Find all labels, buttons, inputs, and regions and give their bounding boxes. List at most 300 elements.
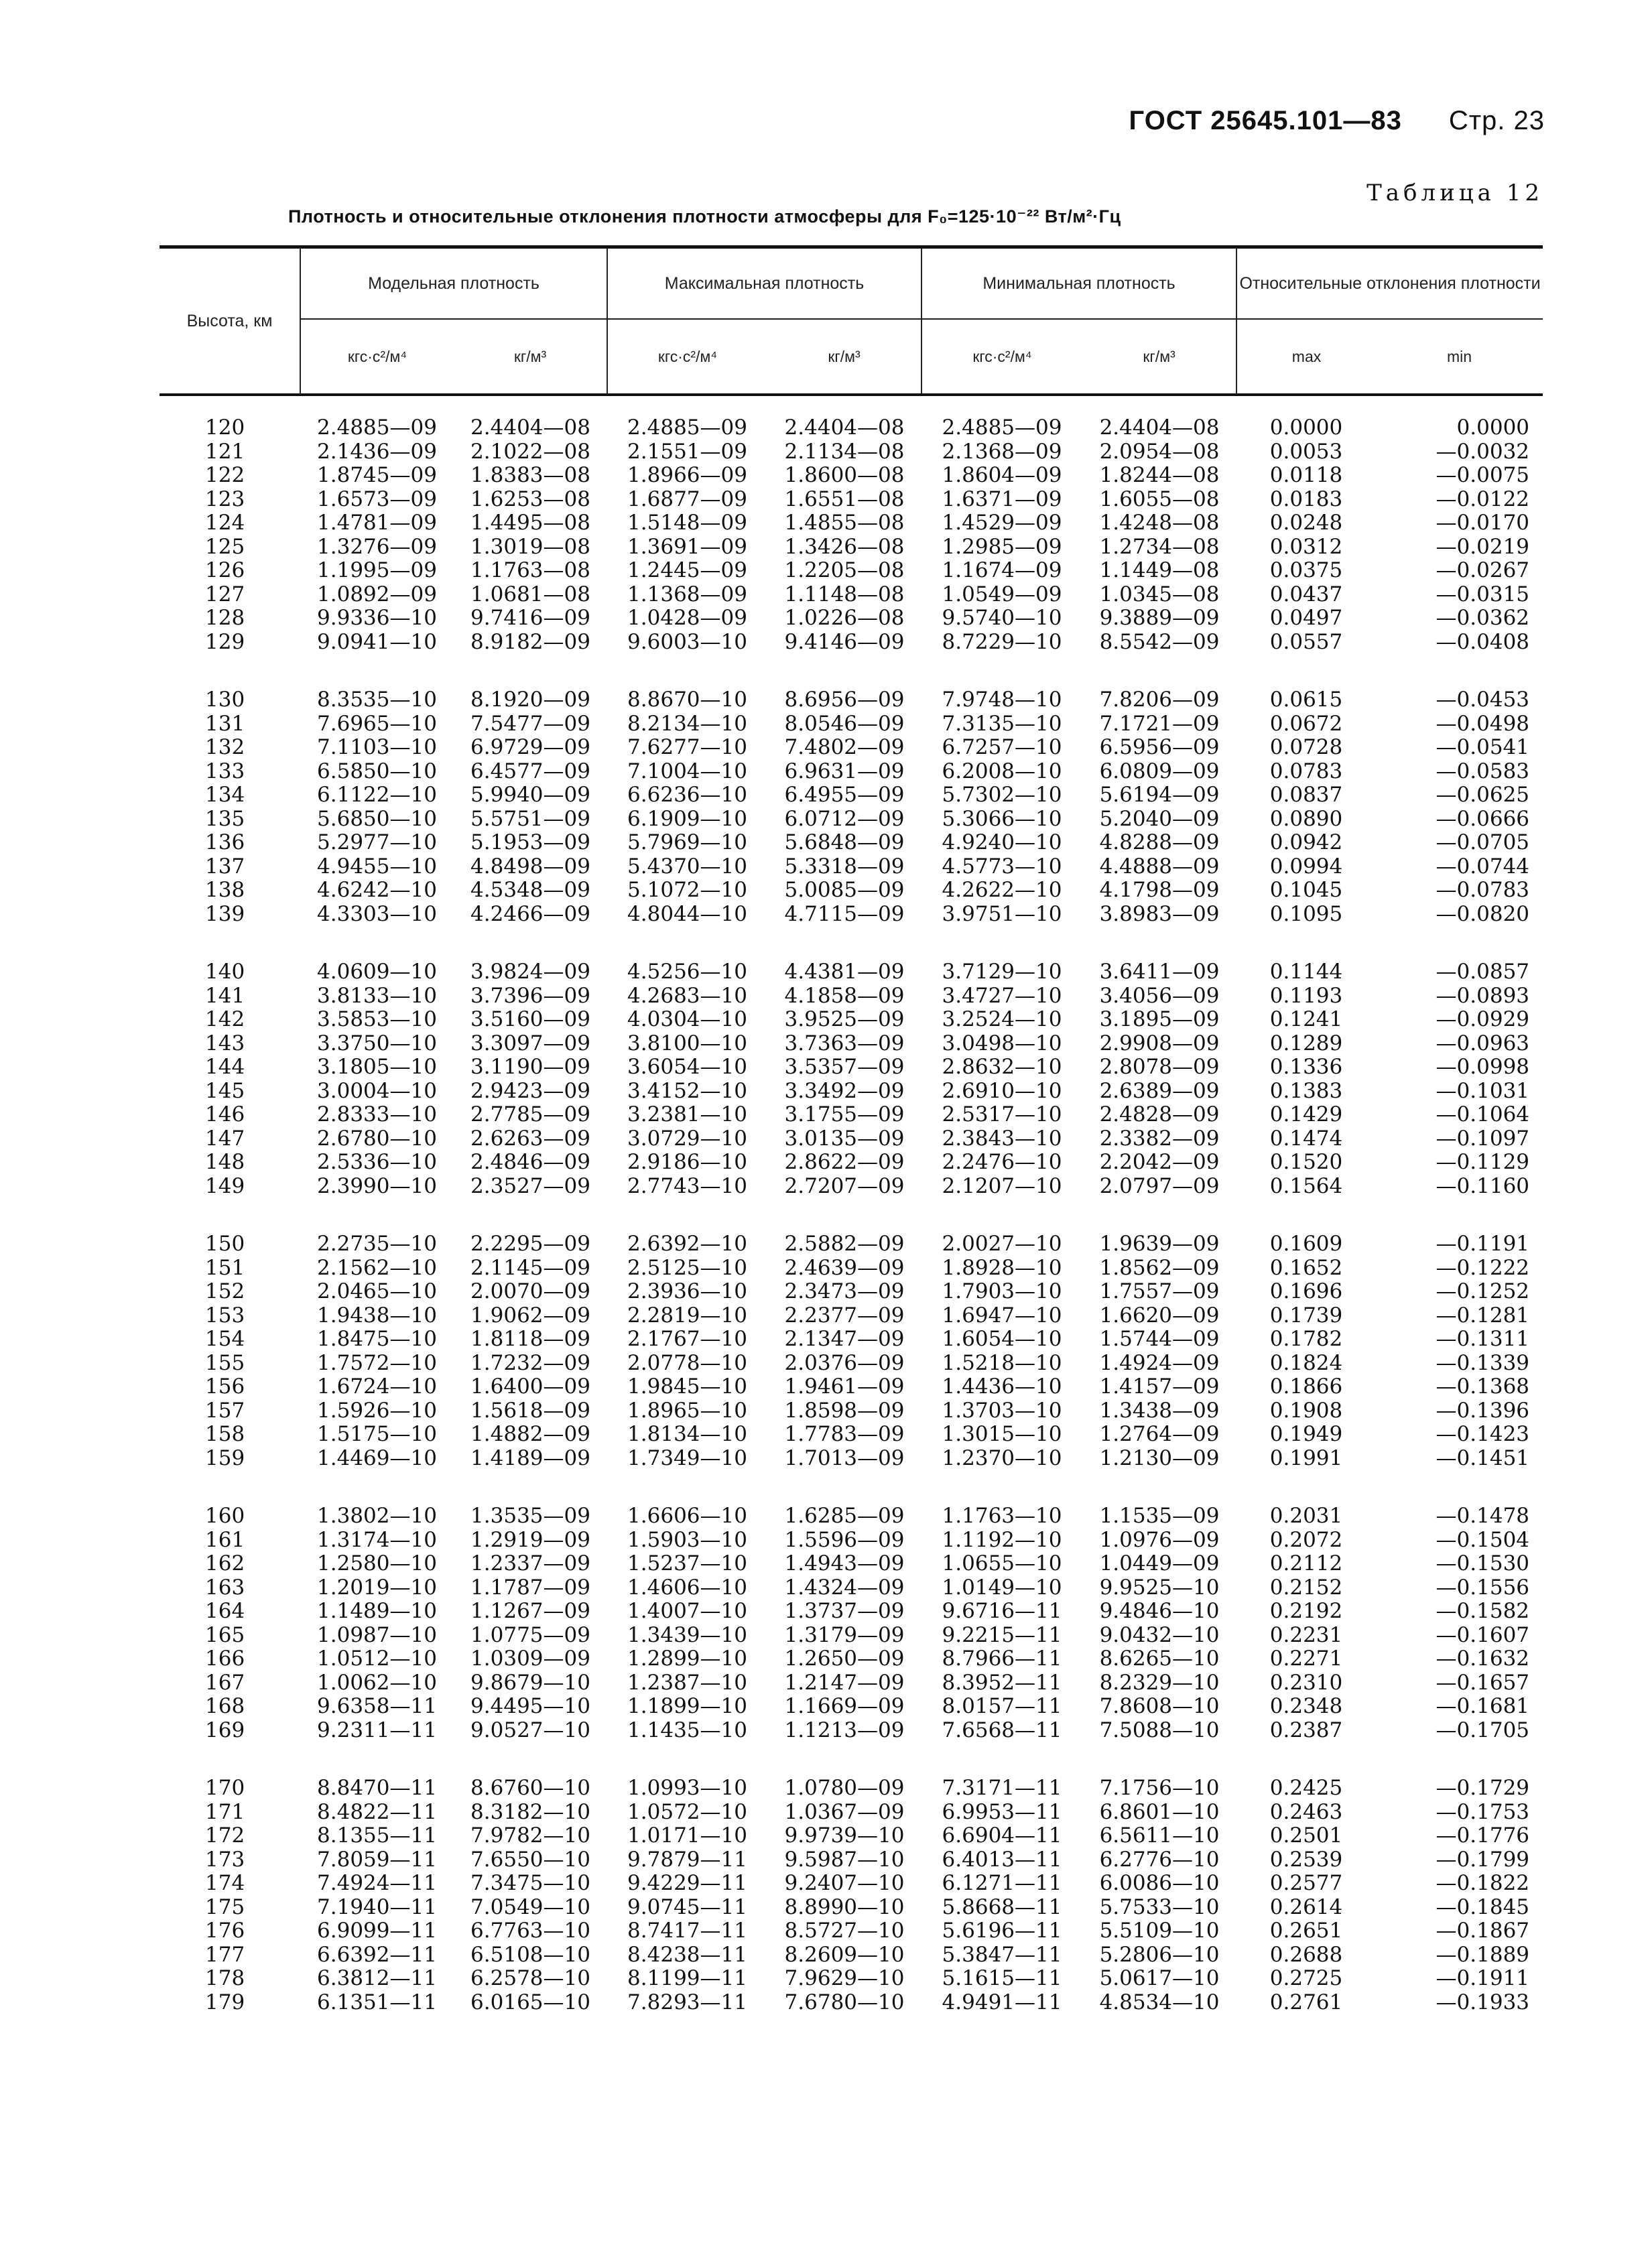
- min-kg-cell: 3.6411—09: [1099, 960, 1220, 984]
- model-kgs-cell: 6.1351—11: [317, 1990, 437, 2014]
- max-kgs-cell: 3.6054—10: [627, 1055, 747, 1079]
- model-kg-cell: 4.8498—09: [470, 854, 590, 879]
- min-kg-cell: 3.4056—09: [1099, 983, 1220, 1008]
- model-kgs-cell: 3.3750—10: [317, 1031, 437, 1055]
- max-kgs-cell: 8.8670—10: [627, 688, 747, 712]
- max-kgs-cell: 2.2819—10: [627, 1303, 747, 1328]
- dev-max-cell: 0.2614: [1269, 1894, 1343, 1919]
- dev-max-cell: 0.1383: [1269, 1078, 1343, 1103]
- min-kg-cell: 1.6055—08: [1099, 487, 1220, 511]
- min-kg-cell: 1.9639—09: [1099, 1232, 1220, 1256]
- model-kg-cell: 2.1022—08: [470, 439, 590, 464]
- height-cell: 164: [205, 1599, 245, 1623]
- min-kg-cell: 4.4888—09: [1099, 854, 1220, 879]
- dev-min-cell: —0.1160: [1436, 1173, 1530, 1198]
- model-kg-cell: 1.6400—09: [470, 1374, 590, 1399]
- max-kg-cell: 1.1148—08: [784, 582, 905, 606]
- min-kg-cell: 7.1721—09: [1099, 711, 1220, 736]
- height-cell: 178: [205, 1966, 245, 1990]
- height-cell: 171: [205, 1799, 245, 1824]
- model-kg-cell: 8.9182—09: [470, 629, 590, 654]
- height-cell: 137: [205, 854, 245, 879]
- dev-min-cell: —0.1822: [1436, 1871, 1530, 1895]
- dev-max-cell: 0.2231: [1269, 1622, 1343, 1647]
- model-kgs-cell: 4.6242—10: [317, 878, 437, 902]
- model-kg-cell: 1.8383—08: [470, 463, 590, 487]
- group-spacer: [160, 395, 1543, 416]
- max-kg-cell: 2.3473—09: [784, 1279, 905, 1303]
- dev-max-cell: 0.2539: [1269, 1847, 1343, 1872]
- max-kgs-cell: 1.0171—10: [627, 1823, 747, 1848]
- min-kgs-cell: 2.8632—10: [942, 1055, 1062, 1079]
- max-kg-cell: 2.7207—09: [784, 1173, 905, 1198]
- dev-min-cell: —0.1933: [1436, 1990, 1530, 2014]
- model-kg-cell: 6.5108—10: [470, 1942, 590, 1967]
- table-row: [160, 1824, 1543, 1848]
- model-kgs-cell: 2.6780—10: [317, 1126, 437, 1151]
- model-kg-cell: 1.0309—09: [470, 1647, 590, 1671]
- min-kg-cell: 1.2130—09: [1099, 1445, 1220, 1470]
- max-kg-cell: 1.8598—09: [784, 1398, 905, 1423]
- model-kgs-cell: 8.3535—10: [317, 688, 437, 712]
- model-kg-cell: 1.8118—09: [470, 1327, 590, 1351]
- dev-min-cell: —0.1031: [1436, 1078, 1530, 1103]
- max-kgs-cell: 3.0729—10: [627, 1126, 747, 1151]
- dev-max-cell: 0.1908: [1269, 1398, 1343, 1423]
- model-kgs-cell: 1.4781—09: [317, 511, 437, 535]
- min-kg-cell: 1.2734—08: [1099, 534, 1220, 559]
- min-kgs-cell: 2.0027—10: [942, 1232, 1062, 1256]
- dev-min-cell: —0.1423: [1436, 1422, 1530, 1446]
- model-kg-cell: 3.3097—09: [470, 1031, 590, 1055]
- dev-min-cell: —0.1368: [1436, 1374, 1530, 1399]
- model-kg-cell: 9.7416—09: [470, 606, 590, 630]
- table-row: [160, 688, 1543, 712]
- table-row: [160, 712, 1543, 736]
- model-kg-cell: 7.0549—10: [470, 1894, 590, 1919]
- model-kgs-cell: 8.8470—11: [317, 1776, 437, 1800]
- height-cell: 159: [205, 1445, 245, 1470]
- table-row: [160, 1919, 1543, 1943]
- table-row: [160, 631, 1543, 655]
- min-kgs-cell: 1.1763—10: [942, 1504, 1062, 1528]
- table-row: [160, 1600, 1543, 1624]
- model-kg-cell: 8.1920—09: [470, 688, 590, 712]
- model-kg-cell: 1.7232—09: [470, 1350, 590, 1375]
- model-kgs-cell: 2.1562—10: [317, 1255, 437, 1280]
- table-row: [160, 831, 1543, 855]
- table-row: [160, 1695, 1543, 1719]
- max-kg-cell: 3.7363—09: [784, 1031, 905, 1055]
- dev-max-cell: 0.1045: [1269, 878, 1343, 902]
- max-kgs-cell: 2.9186—10: [627, 1150, 747, 1174]
- dev-min-cell: —0.0453: [1436, 688, 1530, 712]
- model-kg-cell: 1.1267—09: [470, 1599, 590, 1623]
- height-cell: 151: [205, 1255, 245, 1280]
- dev-min-cell: —0.0498: [1436, 711, 1530, 736]
- dev-min-cell: —0.0315: [1436, 582, 1530, 606]
- dev-min-cell: —0.0744: [1436, 854, 1530, 879]
- table-row: [160, 736, 1543, 760]
- height-cell: 177: [205, 1942, 245, 1967]
- min-kgs-cell: 1.2985—09: [942, 534, 1062, 559]
- model-kg-cell: 1.2337—09: [470, 1551, 590, 1575]
- model-kgs-cell: 1.3174—10: [317, 1527, 437, 1552]
- min-kgs-cell: 1.8928—10: [942, 1255, 1062, 1280]
- max-kg-cell: 2.5882—09: [784, 1232, 905, 1256]
- max-kg-cell: 1.2147—09: [784, 1670, 905, 1695]
- max-kgs-cell: 9.7879—11: [627, 1847, 747, 1872]
- max-density-header: Максимальная плотность: [607, 247, 922, 320]
- max-kgs-cell: 9.4229—11: [627, 1871, 747, 1895]
- table-row: [160, 1055, 1543, 1080]
- max-kg-cell: 1.1213—09: [784, 1718, 905, 1742]
- table-row: [160, 1447, 1543, 1471]
- min-kgs-cell: 5.3847—11: [942, 1942, 1062, 1967]
- height-cell: 179: [205, 1990, 245, 2014]
- model-kg-cell: 2.2295—09: [470, 1232, 590, 1256]
- dev-min-cell: —0.1607: [1436, 1622, 1530, 1647]
- max-kgs-cell: 4.0304—10: [627, 1007, 747, 1031]
- dev-max-cell: 0.2112: [1269, 1551, 1343, 1575]
- max-kgs-cell: 1.1899—10: [627, 1694, 747, 1718]
- min-kg-cell: 4.1798—09: [1099, 878, 1220, 902]
- height-cell: 175: [205, 1894, 245, 1919]
- dev-max-cell: 0.0183: [1269, 487, 1343, 511]
- min-kg-cell: 7.5088—10: [1099, 1718, 1220, 1742]
- max-kgs-cell: 1.5237—10: [627, 1551, 747, 1575]
- height-cell: 142: [205, 1007, 245, 1031]
- min-kgs-cell: 1.1192—10: [942, 1527, 1062, 1552]
- min-kg-cell: 2.4828—09: [1099, 1102, 1220, 1126]
- min-kgs-cell: 7.6568—11: [942, 1718, 1062, 1742]
- dev-max-cell: 0.2152: [1269, 1575, 1343, 1600]
- table-row: [160, 1719, 1543, 1743]
- height-cell: 139: [205, 901, 245, 926]
- unit-header: кгс·с²/м⁴: [607, 319, 767, 395]
- max-kg-cell: 3.9525—09: [784, 1007, 905, 1031]
- table-row: [160, 960, 1543, 984]
- max-kgs-cell: 1.2387—10: [627, 1670, 747, 1695]
- model-kgs-cell: 4.3303—10: [317, 901, 437, 926]
- height-cell: 128: [205, 606, 245, 630]
- model-kg-cell: 6.4577—09: [470, 759, 590, 783]
- height-cell: 121: [205, 439, 245, 464]
- model-kgs-cell: 9.9336—10: [317, 606, 437, 630]
- model-kgs-cell: 2.4885—09: [317, 415, 437, 440]
- dev-max-cell: 0.2348: [1269, 1694, 1343, 1718]
- min-kgs-cell: 1.3703—10: [942, 1398, 1062, 1423]
- height-cell: 126: [205, 558, 245, 582]
- max-kg-cell: 6.0712—09: [784, 806, 905, 831]
- model-kgs-cell: 7.1103—10: [317, 735, 437, 759]
- dev-max-cell: 0.1652: [1269, 1255, 1343, 1280]
- dev-max-cell: 0.0728: [1269, 735, 1343, 759]
- model-kgs-cell: 2.8333—10: [317, 1102, 437, 1126]
- min-kgs-cell: 2.1368—09: [942, 439, 1062, 464]
- min-kg-cell: 2.6389—09: [1099, 1078, 1220, 1103]
- table-row: [160, 1080, 1543, 1104]
- dev-max-cell: 0.0615: [1269, 688, 1343, 712]
- model-kgs-cell: 4.0609—10: [317, 960, 437, 984]
- dev-min-cell: —0.0032: [1436, 439, 1530, 464]
- max-kg-cell: 1.4943—09: [784, 1551, 905, 1575]
- model-kgs-cell: 6.3812—11: [317, 1966, 437, 1990]
- dev-min-cell: —0.1451: [1436, 1445, 1530, 1470]
- min-kg-cell: 1.0345—08: [1099, 582, 1220, 606]
- table-row: [160, 1504, 1543, 1529]
- model-kgs-cell: 3.1805—10: [317, 1055, 437, 1079]
- max-kgs-cell: 1.0428—09: [627, 606, 747, 630]
- height-cell: 138: [205, 878, 245, 902]
- min-kg-cell: 6.8601—10: [1099, 1799, 1220, 1824]
- height-cell: 155: [205, 1350, 245, 1375]
- max-kgs-cell: 5.7969—10: [627, 830, 747, 854]
- dev-max-cell: 0.0312: [1269, 534, 1343, 559]
- max-kg-cell: 2.8622—09: [784, 1150, 905, 1174]
- dev-min-cell: —0.1729: [1436, 1776, 1530, 1800]
- table-row: [160, 583, 1543, 607]
- min-kgs-cell: 2.3843—10: [942, 1126, 1062, 1151]
- model-kg-cell: 6.9729—09: [470, 735, 590, 759]
- model-kgs-cell: 3.8133—10: [317, 983, 437, 1008]
- dev-min-cell: —0.1556: [1436, 1575, 1530, 1600]
- max-kg-cell: 7.4802—09: [784, 735, 905, 759]
- max-kgs-cell: 3.2381—10: [627, 1102, 747, 1126]
- model-kg-cell: 9.4495—10: [470, 1694, 590, 1718]
- min-kg-cell: 8.6265—10: [1099, 1647, 1220, 1671]
- table-row: [160, 879, 1543, 903]
- height-cell: 136: [205, 830, 245, 854]
- min-kg-cell: 4.8534—10: [1099, 1990, 1220, 2014]
- dev-max-cell: 0.0890: [1269, 806, 1343, 831]
- min-kgs-cell: 9.5740—10: [942, 606, 1062, 630]
- table-row: [160, 1896, 1543, 1920]
- dev-max-cell: 0.0557: [1269, 629, 1343, 654]
- height-cell: 153: [205, 1303, 245, 1328]
- min-kg-cell: 9.0432—10: [1099, 1622, 1220, 1647]
- min-kgs-cell: 1.6947—10: [942, 1303, 1062, 1328]
- max-kg-cell: 1.3179—09: [784, 1622, 905, 1647]
- max-kgs-cell: 2.5125—10: [627, 1255, 747, 1280]
- dev-min-cell: —0.1311: [1436, 1327, 1530, 1351]
- model-kgs-cell: 1.8475—10: [317, 1327, 437, 1351]
- min-kg-cell: 2.8078—09: [1099, 1055, 1220, 1079]
- min-kgs-cell: 8.0157—11: [942, 1694, 1062, 1718]
- model-kgs-cell: 4.9455—10: [317, 854, 437, 879]
- group-spacer: [160, 926, 1543, 960]
- unit-header: кг/м³: [513, 347, 547, 365]
- model-kg-cell: 2.4846—09: [470, 1150, 590, 1174]
- model-kgs-cell: 1.2580—10: [317, 1551, 437, 1575]
- table-row: [160, 559, 1543, 583]
- dev-max-cell: 0.2725: [1269, 1966, 1343, 1990]
- max-kg-cell: 8.8990—10: [784, 1894, 905, 1919]
- table-row: [160, 464, 1543, 488]
- model-kg-cell: 6.2578—10: [470, 1966, 590, 1990]
- table-row: [160, 1175, 1543, 1199]
- model-kgs-cell: 1.0062—10: [317, 1670, 437, 1695]
- min-kgs-cell: 1.0549—09: [942, 582, 1062, 606]
- height-cell: 174: [205, 1871, 245, 1895]
- model-kg-cell: 3.5160—09: [470, 1007, 590, 1031]
- dev-max-cell: 0.1609: [1269, 1232, 1343, 1256]
- dev-min-cell: —0.0170: [1436, 511, 1530, 535]
- max-kg-cell: 1.4324—09: [784, 1575, 905, 1600]
- dev-max-cell: 0.2387: [1269, 1718, 1343, 1742]
- table-row: [160, 1280, 1543, 1304]
- table-row: [160, 416, 1543, 440]
- dev-max-cell: 0.0248: [1269, 511, 1343, 535]
- page-header: [1129, 106, 1545, 136]
- group-spacer: [160, 654, 1543, 688]
- max-kgs-cell: 2.7743—10: [627, 1173, 747, 1198]
- height-cell: 152: [205, 1279, 245, 1303]
- dev-max-cell: 0.1520: [1269, 1150, 1343, 1174]
- dev-max-cell: 0.1696: [1269, 1279, 1343, 1303]
- model-kg-cell: 1.0775—09: [470, 1622, 590, 1647]
- max-kgs-cell: 1.2899—10: [627, 1647, 747, 1671]
- min-kgs-cell: 6.7257—10: [942, 735, 1062, 759]
- min-kgs-cell: 5.1615—11: [942, 1966, 1062, 1990]
- max-kg-cell: 2.1347—09: [784, 1327, 905, 1351]
- max-kg-cell: 2.4639—09: [784, 1255, 905, 1280]
- dev-min-cell: —0.0541: [1436, 735, 1530, 759]
- max-kg-cell: 9.2407—10: [784, 1871, 905, 1895]
- min-kgs-cell: 1.4436—10: [942, 1374, 1062, 1399]
- max-kgs-cell: 4.5256—10: [627, 960, 747, 984]
- model-kg-cell: 2.4404—08: [470, 415, 590, 440]
- model-kgs-cell: 6.1122—10: [317, 783, 437, 807]
- model-kgs-cell: 7.1940—11: [317, 1894, 437, 1919]
- min-kg-cell: 1.4248—08: [1099, 511, 1220, 535]
- max-kgs-cell: 1.9845—10: [627, 1374, 747, 1399]
- min-kgs-cell: 1.8604—09: [942, 463, 1062, 487]
- model-kgs-cell: 1.0892—09: [317, 582, 437, 606]
- min-kgs-cell: 6.4013—11: [942, 1847, 1062, 1872]
- min-kgs-cell: 9.6716—11: [942, 1599, 1062, 1623]
- dev-min-cell: —0.0963: [1436, 1031, 1530, 1055]
- height-cell: 135: [205, 806, 245, 831]
- height-cell: 157: [205, 1398, 245, 1423]
- dev-min-cell: —0.1097: [1436, 1126, 1530, 1151]
- table-row: [160, 1777, 1543, 1801]
- table-body: [160, 395, 1543, 2014]
- min-kgs-cell: 1.6054—10: [942, 1327, 1062, 1351]
- max-kg-cell: 1.8600—08: [784, 463, 905, 487]
- height-cell: 130: [205, 688, 245, 712]
- max-kgs-cell: 7.8293—11: [627, 1990, 747, 2014]
- model-kgs-cell: 1.6573—09: [317, 487, 437, 511]
- model-kg-cell: 4.2466—09: [470, 901, 590, 926]
- min-kg-cell: 1.5744—09: [1099, 1327, 1220, 1351]
- dev-min-cell: —0.1396: [1436, 1398, 1530, 1423]
- max-kgs-cell: 3.4152—10: [627, 1078, 747, 1103]
- max-kgs-cell: 2.3936—10: [627, 1279, 747, 1303]
- dev-min-cell: —0.1530: [1436, 1551, 1530, 1575]
- dev-min-cell: —0.1582: [1436, 1599, 1530, 1623]
- min-kgs-cell: 9.2215—11: [942, 1622, 1062, 1647]
- max-kg-cell: 5.3318—09: [784, 854, 905, 879]
- min-kgs-cell: 3.4727—10: [942, 983, 1062, 1008]
- min-kgs-cell: 2.1207—10: [942, 1173, 1062, 1198]
- dev-min-cell: —0.0857: [1436, 960, 1530, 984]
- model-kg-cell: 1.3535—09: [470, 1504, 590, 1528]
- dev-min-cell: —0.1632: [1436, 1647, 1530, 1671]
- max-kg-cell: 1.3737—09: [784, 1599, 905, 1623]
- model-kgs-cell: 7.6965—10: [317, 711, 437, 736]
- min-kgs-cell: 4.9491—11: [942, 1990, 1062, 2014]
- dev-max-cell: 0.2651: [1269, 1919, 1343, 1943]
- model-kg-cell: 7.5477—09: [470, 711, 590, 736]
- model-kgs-cell: 1.3802—10: [317, 1504, 437, 1528]
- dev-max-cell: 0.2271: [1269, 1647, 1343, 1671]
- min-kgs-cell: 3.7129—10: [942, 960, 1062, 984]
- model-density-header: Модельная плотность: [300, 247, 607, 320]
- max-kg-cell: 3.5357—09: [784, 1055, 905, 1079]
- dev-max-cell: 0.1289: [1269, 1031, 1343, 1055]
- model-kgs-cell: 2.3990—10: [317, 1173, 437, 1198]
- min-kg-cell: 5.6194—09: [1099, 783, 1220, 807]
- max-kgs-cell: 1.1368—09: [627, 582, 747, 606]
- dev-max-cell: 0.1949: [1269, 1422, 1343, 1446]
- model-kgs-cell: 9.0941—10: [317, 629, 437, 654]
- max-kg-cell: 2.1134—08: [784, 439, 905, 464]
- dev-min-cell: —0.1911: [1436, 1966, 1530, 1990]
- max-kgs-cell: 1.4007—10: [627, 1599, 747, 1623]
- min-kg-cell: 1.6620—09: [1099, 1303, 1220, 1328]
- table-row: [160, 1671, 1543, 1695]
- min-kg-cell: 9.4846—10: [1099, 1599, 1220, 1623]
- model-kg-cell: 6.0165—10: [470, 1990, 590, 2014]
- max-kg-cell: 8.5727—10: [784, 1919, 905, 1943]
- dev-max-cell: 0.2761: [1269, 1990, 1343, 2014]
- model-kgs-cell: 1.9438—10: [317, 1303, 437, 1328]
- height-cell: 120: [205, 415, 245, 440]
- table-row: [160, 488, 1543, 512]
- height-cell: 123: [205, 487, 245, 511]
- table-row: [160, 1991, 1543, 2015]
- dev-min-cell: —0.1222: [1436, 1255, 1530, 1280]
- max-kg-cell: 8.6956—09: [784, 688, 905, 712]
- model-kg-cell: 1.4495—08: [470, 511, 590, 535]
- max-kg-cell: 4.4381—09: [784, 960, 905, 984]
- max-kgs-cell: 1.5903—10: [627, 1527, 747, 1552]
- table-row: [160, 606, 1543, 631]
- table-row: [160, 1423, 1543, 1447]
- dev-max-cell: 0.2192: [1269, 1599, 1343, 1623]
- model-kg-cell: 9.8679—10: [470, 1670, 590, 1695]
- max-kg-cell: 7.6780—10: [784, 1990, 905, 2014]
- model-kgs-cell: 2.5336—10: [317, 1150, 437, 1174]
- min-kg-cell: 9.9525—10: [1099, 1575, 1220, 1600]
- height-cell: 166: [205, 1647, 245, 1671]
- dev-max-cell: 0.0118: [1269, 463, 1343, 487]
- height-cell: 133: [205, 759, 245, 783]
- height-cell: 167: [205, 1670, 245, 1695]
- dev-max-cell: 0.0994: [1269, 854, 1343, 879]
- max-kgs-cell: 1.5148—09: [627, 511, 747, 535]
- table-row: [160, 1304, 1543, 1328]
- model-kgs-cell: 1.5926—10: [317, 1398, 437, 1423]
- min-kg-cell: 6.5611—10: [1099, 1823, 1220, 1848]
- height-cell: 158: [205, 1422, 245, 1446]
- table-row: [160, 1352, 1543, 1376]
- dev-max-cell: 0.2688: [1269, 1942, 1343, 1967]
- height-cell: 122: [205, 463, 245, 487]
- min-kgs-cell: 1.3015—10: [942, 1422, 1062, 1446]
- table-row: [160, 1375, 1543, 1399]
